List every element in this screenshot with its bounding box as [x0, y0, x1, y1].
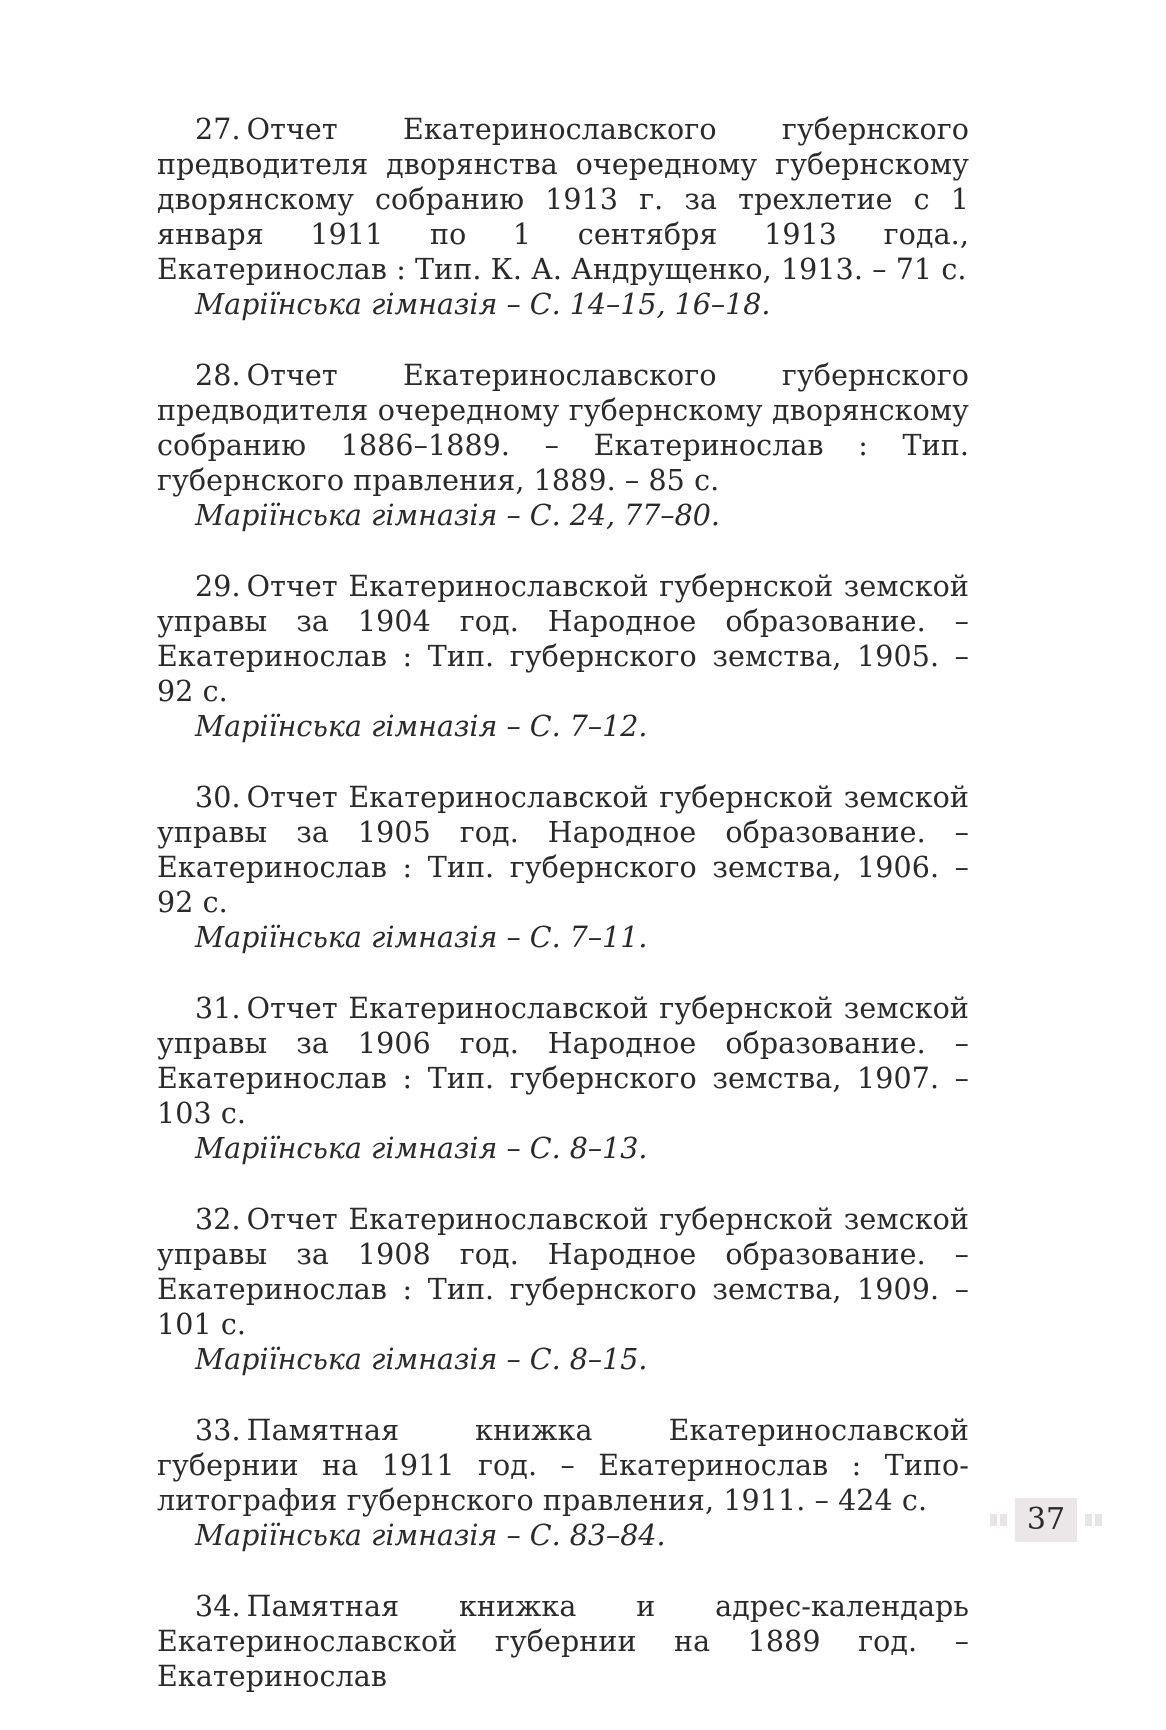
- bibliography-entry-27: [157, 112, 969, 322]
- entry-text: [157, 780, 969, 920]
- bibliography-entry-34: [157, 1589, 969, 1694]
- entry-body: Отчет Екатеринославской губернской земской управы за 1906 год. Народное образование. – Екатеринослав : Тип. губернского земства, 1907. – 103 с.: [157, 992, 969, 1130]
- page-number: 37: [1015, 1498, 1077, 1542]
- entry-body: Отчет Екатеринославской губернской земской управы за 1908 год. Народное образование. – Екатеринослав : Тип. губернского земства, 1909. – 101 с.: [157, 1203, 969, 1341]
- entry-number: 29.: [195, 570, 241, 603]
- entry-body: Отчет Екатеринославского губернского предводителя очередному губернскому дворянскому собранию 1886–1889. – Екатеринослав : Тип. губернского правления, 1889. – 85 с.: [157, 359, 969, 497]
- entry-body: Памятная книжка Екатеринославской губернии на 1911 год. – Екатеринослав : Типо-литография губернского правления, 1911. – 424 с.: [157, 1414, 969, 1517]
- bibliography-entry-31: [157, 991, 969, 1166]
- entry-number: 33.: [195, 1414, 241, 1447]
- entry-source: Маріїнська гімназія – С. 8–15.: [195, 1343, 648, 1376]
- page-number-block: [990, 1497, 1102, 1543]
- page-number-ornament-right: [1085, 1514, 1102, 1526]
- entry-number: 34.: [195, 1590, 241, 1623]
- bibliography-entry-29: [157, 569, 969, 744]
- bibliography-entry-28: [157, 358, 969, 533]
- entry-text: [157, 1202, 969, 1342]
- bibliography-entry-32: [157, 1202, 969, 1377]
- entry-source: Маріїнська гімназія – С. 14–15, 16–18.: [195, 288, 771, 321]
- page-number-ornament-left: [990, 1514, 1007, 1526]
- entry-source: Маріїнська гімназія – С. 24, 77–80.: [195, 499, 720, 532]
- entry-text: [157, 112, 969, 287]
- entry-source: Маріїнська гімназія – С. 7–12.: [195, 710, 648, 743]
- entry-source: Маріїнська гімназія – С. 7–11.: [195, 921, 648, 954]
- entry-body: Памятная книжка и адрес-календарь Екатеринославской губернии на 1889 год. – Екатеринослав: [157, 1590, 969, 1693]
- entry-number: 31.: [195, 992, 241, 1025]
- entry-body: Отчет Екатеринославской губернской земской управы за 1904 год. Народное образование. – Екатеринослав : Тип. губернского земства, 1905. – 92 с.: [157, 570, 969, 708]
- bibliography-entry-30: [157, 780, 969, 955]
- entry-number: 28.: [195, 359, 241, 392]
- bibliography-entry-33: [157, 1413, 969, 1553]
- entry-text: [157, 1413, 969, 1518]
- document-page: [157, 112, 969, 1730]
- entry-source: Маріїнська гімназія – С. 8–13.: [195, 1132, 648, 1165]
- entry-number: 30.: [195, 781, 241, 814]
- entry-body: Отчет Екатеринославской губернской земской управы за 1905 год. Народное образование. – Екатеринослав : Тип. губернского земства, 1906. – 92 с.: [157, 781, 969, 919]
- entry-text: [157, 1589, 969, 1694]
- entry-text: [157, 358, 969, 498]
- entry-text: [157, 991, 969, 1131]
- entry-number: 27.: [195, 113, 241, 146]
- entry-source: Маріїнська гімназія – С. 83–84.: [195, 1519, 666, 1552]
- entry-body: Отчет Екатеринославского губернского предводителя дворянства очередному губернскому дворянскому собранию 1913 г. за трехлетие с 1 января 1911 по 1 сентября 1913 года., Екатеринослав : Тип. К. А. Андрущенко, 1913. – 71 с.: [157, 113, 969, 286]
- entry-number: 32.: [195, 1203, 241, 1236]
- entry-text: [157, 569, 969, 709]
